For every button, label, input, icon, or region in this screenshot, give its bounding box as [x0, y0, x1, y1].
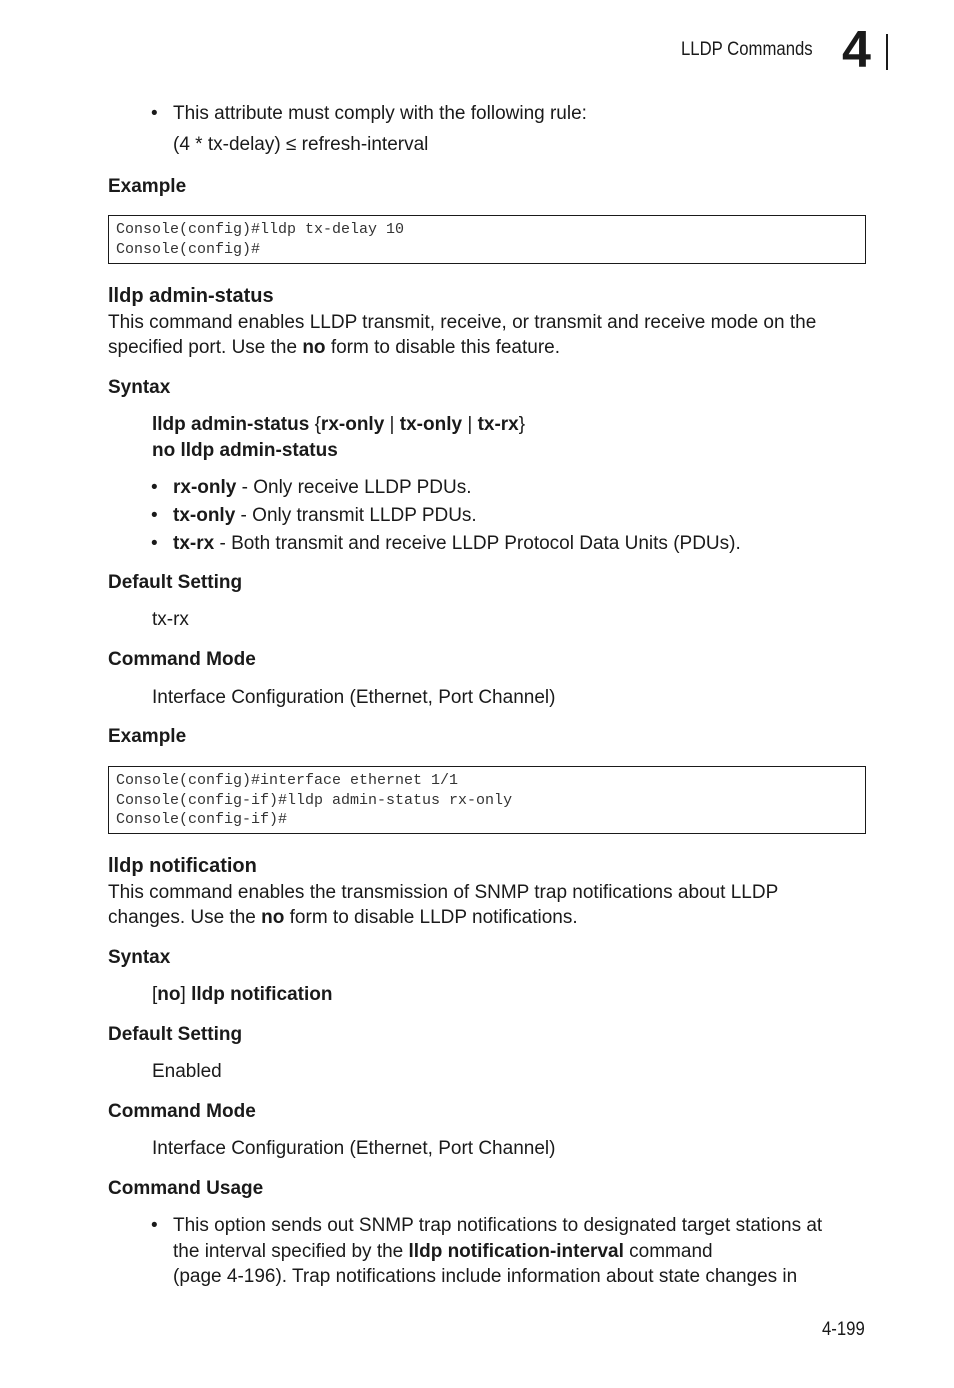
parameter-item: • rx-only - Only receive LLDP PDUs. [173, 475, 471, 500]
mode-value: Interface Configuration (Ethernet, Port Channel) [152, 687, 556, 708]
parameter-item: • tx-rx - Both transmit and receive LLDP Protocol Data Units (PDUs). [173, 531, 741, 556]
code-line: Console(config)#interface ethernet 1/1 [116, 772, 459, 789]
command-title: lldp notification [108, 855, 257, 877]
code-line: Console(config-if)# [116, 811, 288, 828]
mode-value: Interface Configuration (Ethernet, Port Channel) [152, 1138, 556, 1159]
example-code-block [108, 766, 866, 834]
rule-bullet: • This attribute must comply with the following rule: [173, 101, 587, 126]
default-value: tx-rx [152, 609, 189, 630]
command-description-line2: changes. Use the no form to disable LLDP notifications. [108, 907, 578, 928]
mode-heading: Command Mode [108, 1101, 256, 1122]
syntax-line: [no] lldp notification [152, 984, 333, 1005]
default-value: Enabled [152, 1061, 222, 1082]
mode-heading: Command Mode [108, 649, 256, 670]
page-number: 4-199 [822, 1319, 865, 1340]
example-heading: Example [108, 176, 187, 197]
chapter-bar [886, 34, 888, 70]
syntax-heading: Syntax [108, 377, 171, 398]
section-title: LLDP Commands [681, 39, 813, 60]
syntax-line-no: no lldp admin-status [152, 440, 338, 461]
code-line: Console(config)#lldp tx-delay 10 [116, 221, 405, 238]
code-line: Console(config)# [116, 240, 261, 258]
usage-item-line2: the interval specified by the lldp notification-interval command [173, 1241, 713, 1262]
command-title: lldp admin-status [108, 285, 274, 307]
default-heading: Default Setting [108, 1024, 243, 1045]
command-description: This command enables LLDP transmit, receive, or transmit and receive mode on the [108, 312, 817, 333]
usage-item: • This option sends out SNMP trap notifications to designated target stations at [173, 1213, 822, 1238]
syntax-line: lldp admin-status {rx-only | tx-only | tx-rx} [152, 414, 526, 435]
parameter-item: • tx-only - Only transmit LLDP PDUs. [173, 503, 477, 528]
usage-heading: Command Usage [108, 1178, 264, 1199]
rule-formula: (4 * tx-delay) ≤ refresh-interval [173, 134, 429, 155]
default-heading: Default Setting [108, 572, 243, 593]
code-line: Console(config-if)#lldp admin-status rx-only [116, 791, 513, 809]
example-heading: Example [108, 726, 187, 747]
usage-item-line3: (page 4-196). Trap notifications include information about state changes in [173, 1266, 798, 1287]
command-description: This command enables the transmission of SNMP trap notifications about LLDP [108, 882, 779, 903]
example-code-block [108, 215, 866, 264]
syntax-heading: Syntax [108, 947, 171, 968]
command-description-line2: specified port. Use the no form to disable this feature. [108, 337, 560, 358]
chapter-number: 4 [842, 21, 871, 79]
